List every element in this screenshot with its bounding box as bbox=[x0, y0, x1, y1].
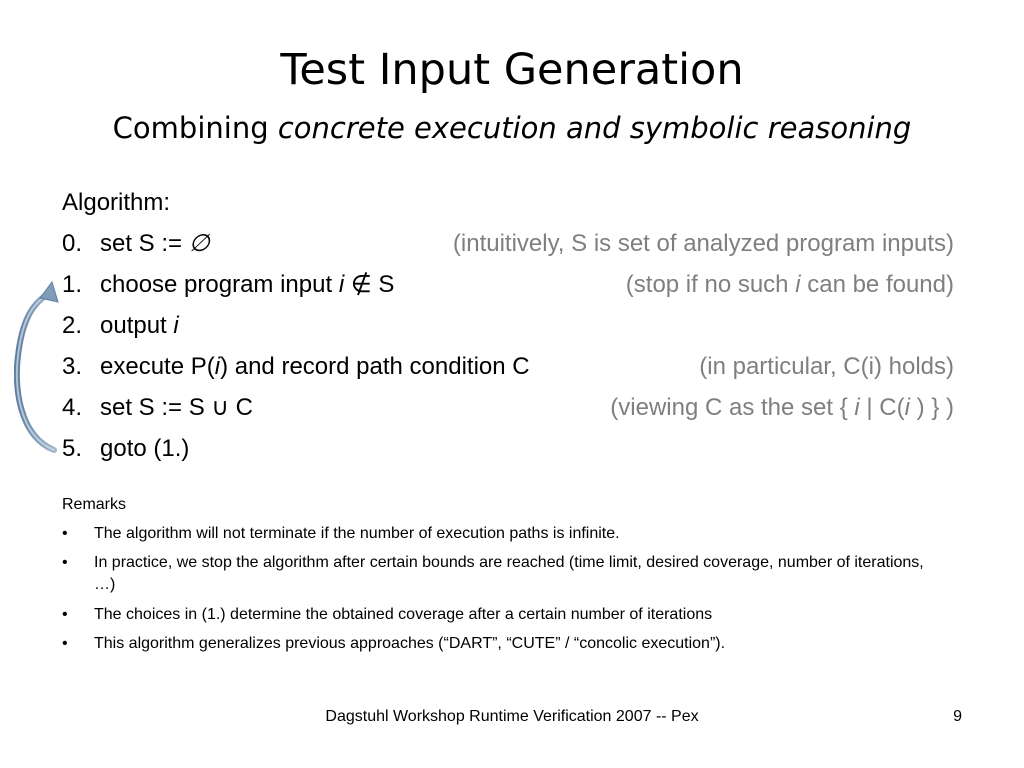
loop-arrow-icon bbox=[14, 276, 64, 462]
remark-item bbox=[62, 523, 942, 545]
subtitle-plain: Combining bbox=[112, 111, 278, 145]
step-set: S bbox=[378, 271, 395, 298]
remark-text: This algorithm generalizes previous approaches (“DART”, “CUTE” / “concolic execution”). bbox=[94, 635, 726, 652]
comment-part: | C( bbox=[859, 394, 905, 421]
remark-item bbox=[62, 552, 942, 596]
step-number: 4. bbox=[62, 394, 83, 421]
comment-part: ) } ) bbox=[909, 394, 954, 421]
step-var: i bbox=[173, 312, 179, 339]
remark-item bbox=[62, 633, 942, 655]
bullet-icon: • bbox=[62, 525, 68, 542]
step-text: choose program input bbox=[100, 271, 339, 298]
step-4-comment bbox=[610, 393, 954, 423]
slide-title: Test Input Generation bbox=[280, 45, 744, 95]
step-0-comment: (intuitively, S is set of analyzed program inputs) bbox=[452, 230, 954, 257]
step-5 bbox=[62, 434, 962, 464]
remark-item bbox=[62, 604, 942, 626]
step-number: 2. bbox=[62, 312, 83, 339]
algorithm-heading: Algorithm: bbox=[62, 189, 171, 216]
bullet-icon: • bbox=[62, 554, 68, 571]
comment-part: (viewing C as the set { bbox=[610, 394, 855, 421]
not-element-symbol: ∉ bbox=[344, 271, 379, 298]
step-number: 3. bbox=[62, 353, 83, 380]
comment-part: can be found) bbox=[800, 271, 954, 298]
step-text: set S := S ∪ C bbox=[100, 394, 253, 421]
comment-var: i bbox=[795, 271, 801, 298]
step-1-comment bbox=[626, 270, 954, 300]
step-var: i bbox=[338, 271, 345, 298]
step-2 bbox=[62, 311, 962, 341]
step-text: output bbox=[100, 312, 174, 339]
step-number: 1. bbox=[62, 271, 83, 298]
comment-var: i bbox=[904, 394, 910, 421]
bullet-icon: • bbox=[62, 606, 68, 623]
slide-number: 9 bbox=[953, 708, 962, 725]
empty-set-symbol: ∅ bbox=[188, 230, 210, 257]
remarks-heading: Remarks bbox=[62, 496, 127, 513]
step-text: ) and record path condition C bbox=[220, 353, 530, 380]
bullet-icon: • bbox=[62, 635, 68, 652]
remark-text: The choices in (1.) determine the obtained coverage after a certain number of iterations bbox=[94, 606, 713, 623]
step-text: set S := bbox=[100, 230, 189, 257]
slide-footer: Dagstuhl Workshop Runtime Verification 2007 -- Pex bbox=[325, 708, 699, 725]
comment-part: (stop if no such bbox=[625, 271, 796, 298]
slide-subtitle bbox=[0, 108, 1024, 148]
step-text: execute P( bbox=[100, 353, 215, 380]
step-text: goto (1.) bbox=[100, 435, 190, 462]
step-var: i bbox=[214, 353, 221, 380]
step-number: 5. bbox=[62, 435, 83, 462]
subtitle-italic: concrete execution and symbolic reasoning bbox=[277, 111, 912, 145]
comment-var: i bbox=[854, 394, 860, 421]
step-3-comment: (in particular, C(i) holds) bbox=[699, 353, 954, 380]
remark-text: The algorithm will not terminate if the number of execution paths is infinite. bbox=[94, 525, 620, 542]
remark-text: In practice, we stop the algorithm after certain bounds are reached (time limit, desired coverage, number of iterations, …) bbox=[94, 554, 924, 593]
step-number: 0. bbox=[62, 230, 83, 257]
